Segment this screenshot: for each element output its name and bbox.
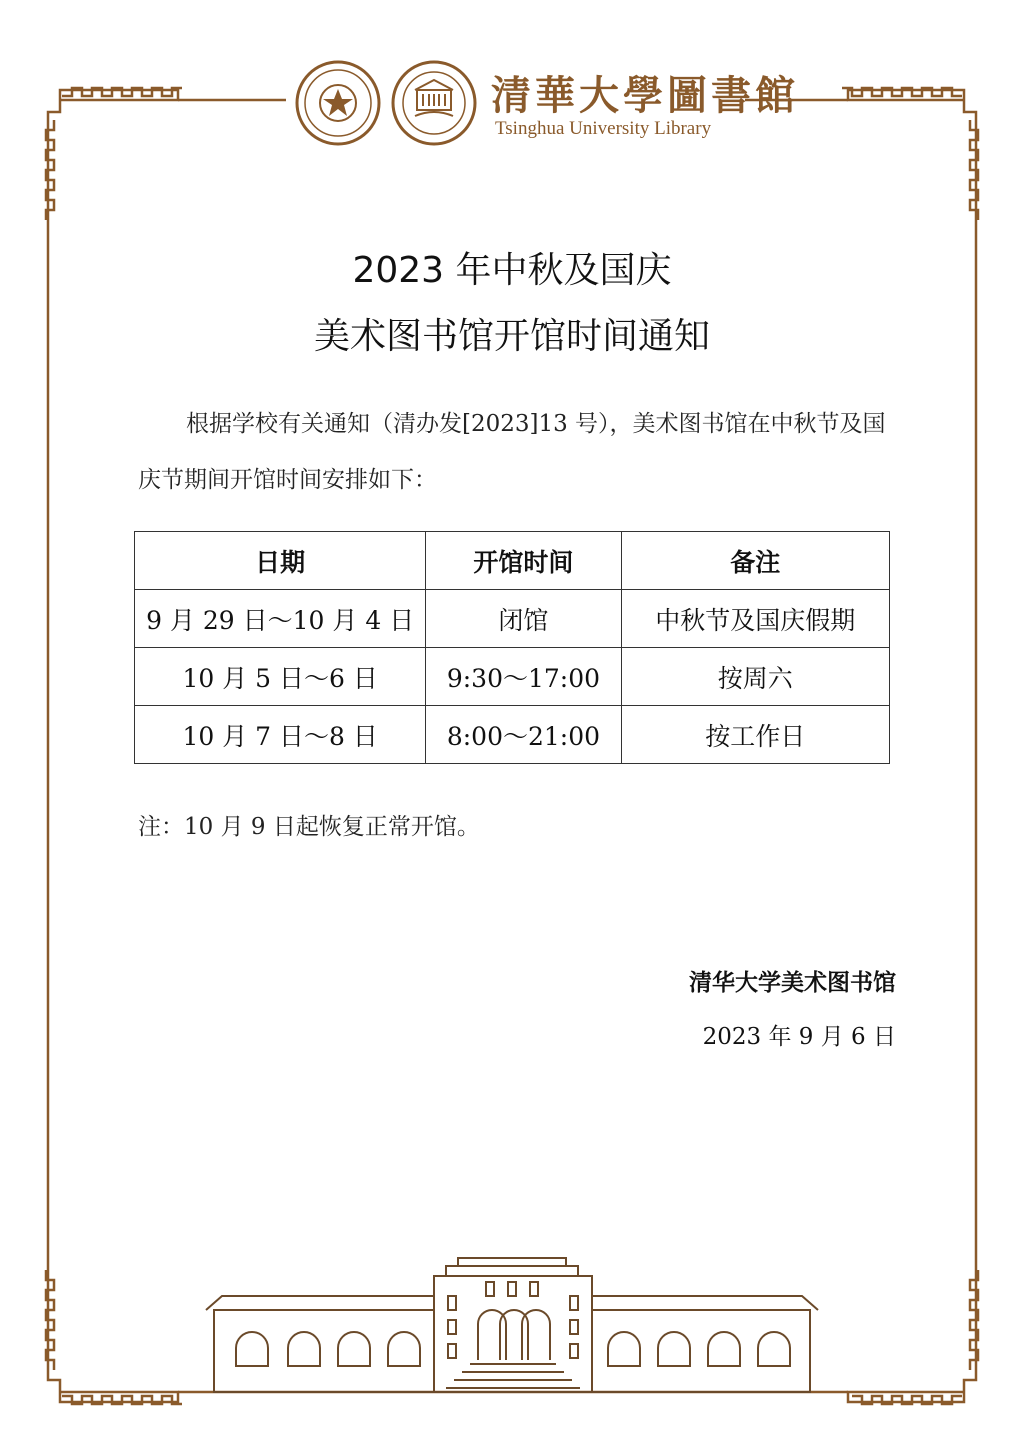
cell-hours: 闭馆: [426, 590, 621, 648]
table-header-row: [135, 532, 890, 590]
notice-title-line1: 2023 年中秋及国庆: [352, 250, 672, 291]
signature-organization: 清华大学美术图书馆: [689, 970, 896, 996]
cell-remarks: 按周六: [621, 648, 889, 706]
signature-date: 2023 年 9 月 6 日: [702, 1024, 896, 1050]
cell-hours: 9:30～17:00: [426, 648, 621, 706]
library-seal-icon: [391, 60, 477, 146]
cell-hours: 8:00～21:00: [426, 706, 621, 764]
column-header-date: 日期: [135, 532, 426, 590]
column-header-hours: 开馆时间: [426, 532, 621, 590]
table-row: [135, 706, 890, 764]
cell-date: 10 月 5 日～6 日: [135, 648, 426, 706]
schedule-table: [134, 531, 890, 764]
notice-footnote: 注：10 月 9 日起恢复正常开馆。: [138, 814, 480, 840]
table-row: [135, 648, 890, 706]
notice-title-line2: 美术图书馆开馆时间通知: [313, 316, 710, 357]
cell-date: 9 月 29 日～10 月 4 日: [135, 590, 426, 648]
tsinghua-university-seal-icon: [295, 60, 381, 146]
library-name-cn: 清華大學圖書館: [491, 72, 799, 119]
library-name-en: Tsinghua University Library: [495, 118, 712, 139]
cell-remarks: 按工作日: [621, 706, 889, 764]
table-row: [135, 590, 890, 648]
library-header-logo: [295, 60, 799, 150]
cell-remarks: 中秋节及国庆假期: [621, 590, 889, 648]
cell-date: 10 月 7 日～8 日: [135, 706, 426, 764]
notice-body: 根据学校有关通知（清办发[2023]13 号），美术图书馆在中秋节及国庆节期间开馆时间安排如下：: [138, 411, 886, 493]
library-building-illustration: [206, 1258, 818, 1392]
column-header-remarks: 备注: [621, 532, 889, 590]
